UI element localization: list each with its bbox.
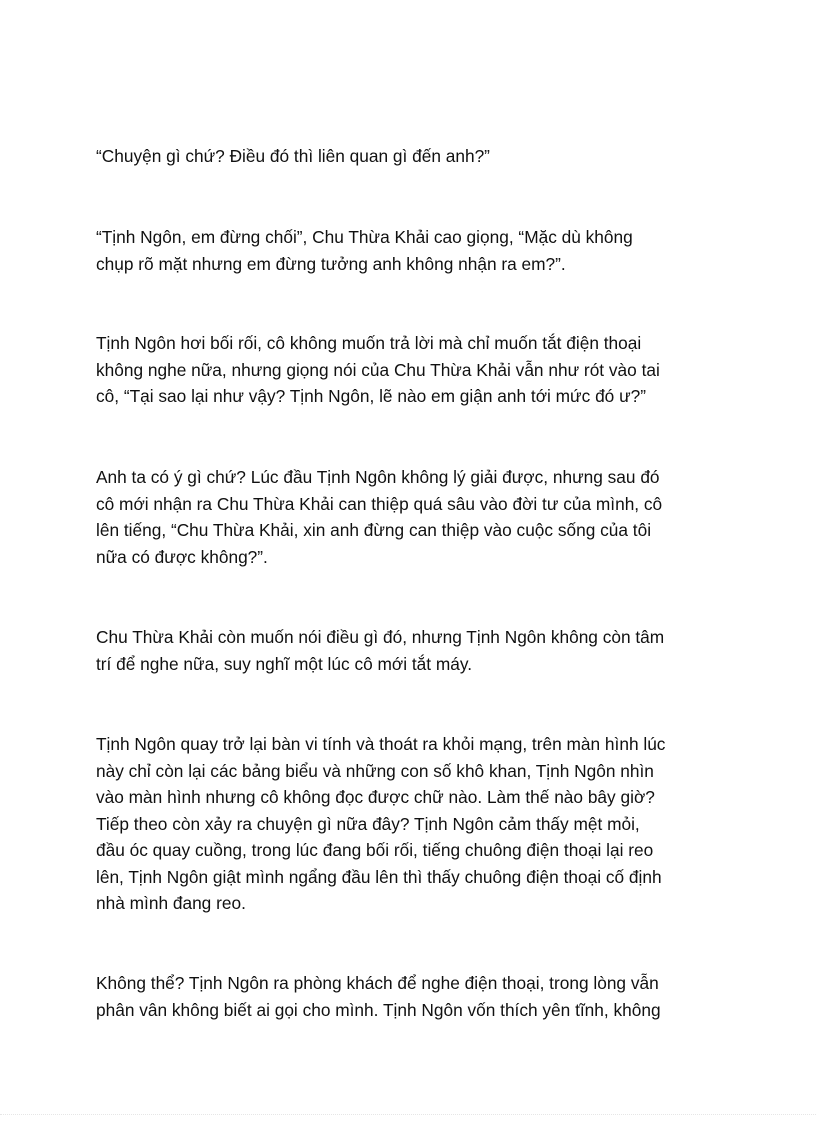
paragraph-line: lên tiếng, “Chu Thừa Khải, xin anh đừng can thiệp vào cuộc sống của tôi [96, 520, 652, 540]
paragraph-line: trí để nghe nữa, suy nghĩ một lúc cô mới tắt máy. [96, 653, 473, 674]
paragraph-1 [96, 143, 720, 170]
paragraph-4 [96, 464, 720, 570]
paragraph-line: không nghe nữa, nhưng giọng nói của Chu Thừa Khải vẫn như rót vào tai [96, 359, 660, 380]
paragraph-line: Chu Thừa Khải còn muốn nói điều gì đó, nhưng Tịnh Ngôn không còn tâm [96, 627, 665, 647]
paragraph-line: chụp rõ mặt nhưng em đừng tưởng anh không nhận ra em?”. [96, 253, 566, 274]
paragraph-5 [96, 624, 720, 677]
paragraph-line: cô, “Tại sao lại như vậy? Tịnh Ngôn, lẽ nào em giận anh tới mức đó ư?” [96, 386, 647, 406]
paragraph-3 [96, 330, 720, 410]
paragraph-line: này chỉ còn lại các bảng biểu và những con số khô khan, Tịnh Ngôn nhìn [96, 760, 654, 781]
paragraph-line: đầu óc quay cuồng, trong lúc đang bối rối, tiếng chuông điện thoại lại reo [96, 840, 654, 860]
paragraph-line: Tiếp theo còn xảy ra chuyện gì nữa đây? Tịnh Ngôn cảm thấy mệt mỏi, [96, 813, 640, 834]
paragraph-7 [96, 970, 720, 1023]
paragraph-line: Anh ta có ý gì chứ? Lúc đầu Tịnh Ngôn không lý giải được, nhưng sau đó [96, 467, 660, 487]
paragraph-line: phân vân không biết ai gọi cho mình. Tịnh Ngôn vốn thích yên tĩnh, không [96, 999, 661, 1020]
paragraph-line: nhà mình đang reo. [96, 893, 246, 913]
paragraph-6 [96, 731, 720, 917]
paragraph-line: “Chuyện gì chứ? Điều đó thì liên quan gì đến anh?” [96, 146, 490, 166]
paragraph-line: Không thể? Tịnh Ngôn ra phòng khách để nghe điện thoại, trong lòng vẫn [96, 973, 659, 993]
page-bottom-border [0, 1114, 816, 1115]
paragraph-2 [96, 224, 720, 277]
paragraph-line: vào màn hình nhưng cô không đọc được chữ nào. Làm thế nào bây giờ? [96, 787, 655, 807]
paragraph-line: Tịnh Ngôn quay trở lại bàn vi tính và thoát ra khỏi mạng, trên màn hình lúc [96, 734, 666, 754]
paragraph-line: nữa có được không?”. [96, 546, 268, 567]
paragraph-line: cô mới nhận ra Chu Thừa Khải can thiệp quá sâu vào đời tư của mình, cô [96, 493, 663, 514]
paragraph-line: Tịnh Ngôn hơi bối rối, cô không muốn trả lời mà chỉ muốn tắt điện thoại [96, 333, 642, 353]
paragraph-line: “Tịnh Ngôn, em đừng chối”, Chu Thừa Khải cao giọng, “Mặc dù không [96, 227, 633, 247]
paragraph-line: lên, Tịnh Ngôn giật mình ngẩng đầu lên thì thấy chuông điện thoại cố định [96, 866, 662, 887]
